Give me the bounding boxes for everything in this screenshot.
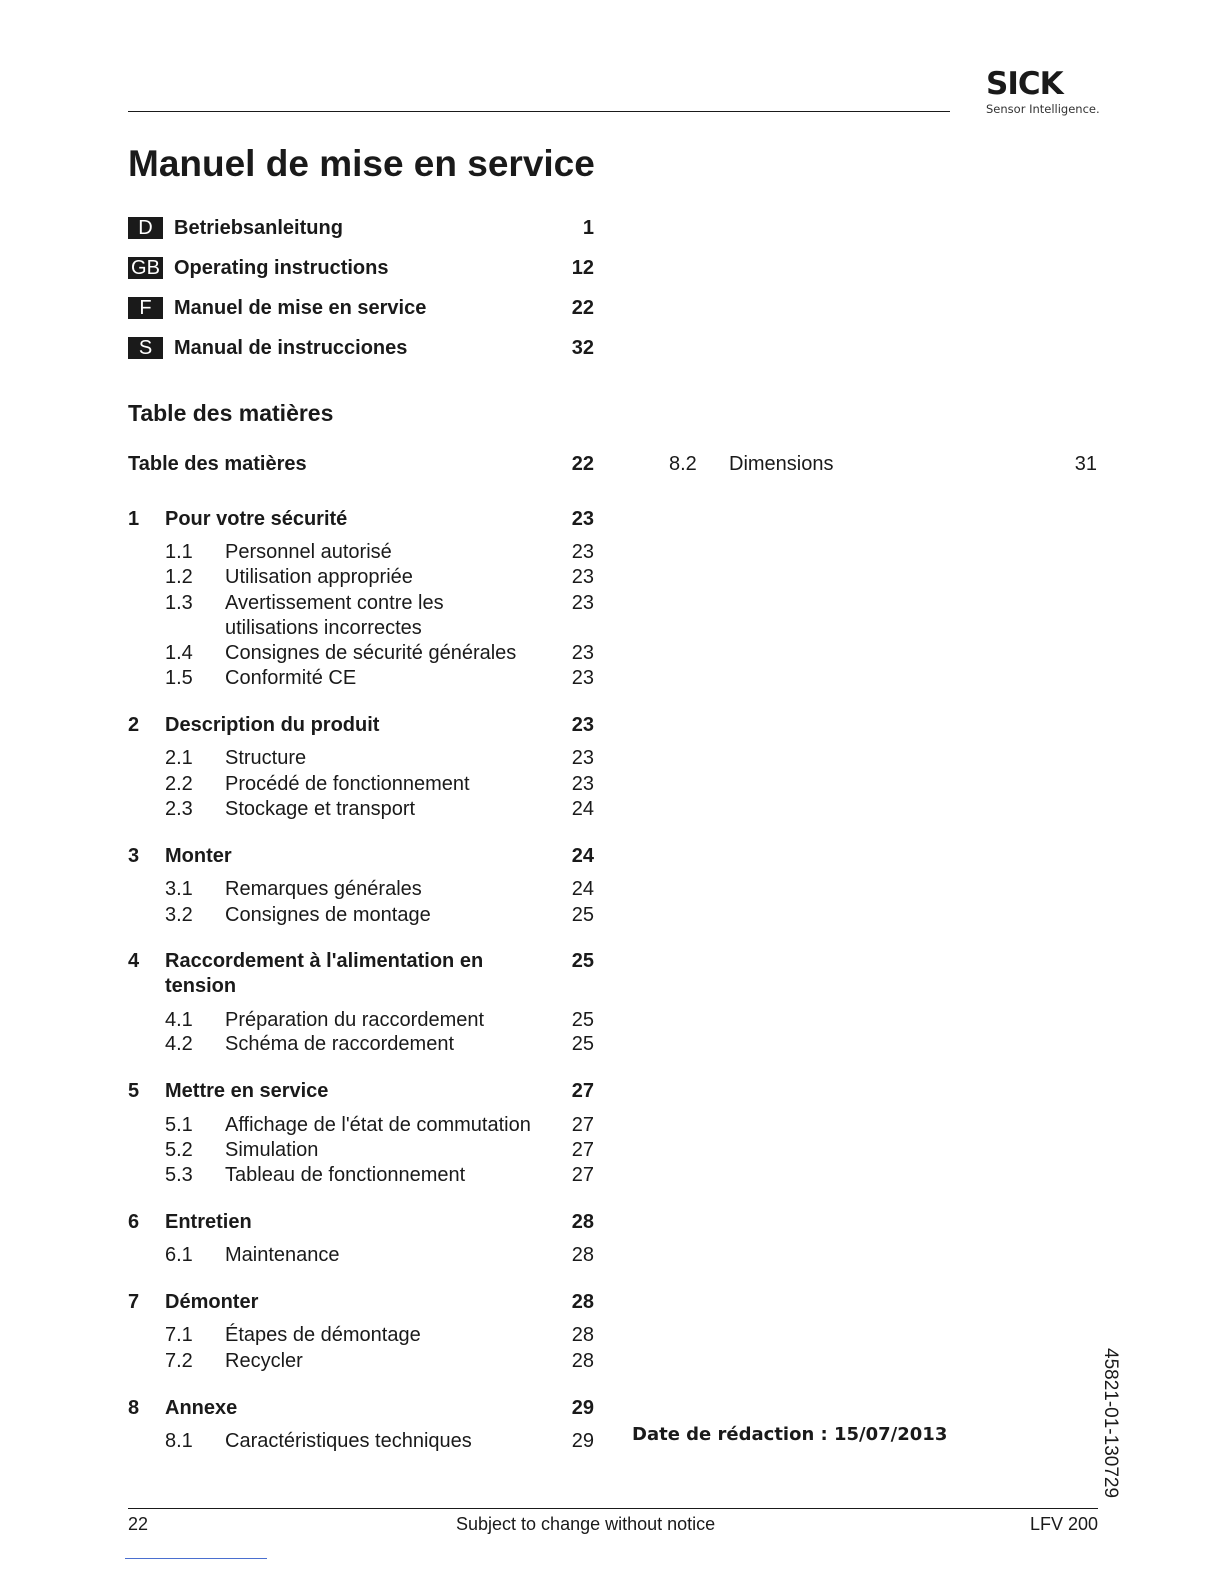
section-page: 31 — [1074, 453, 1097, 475]
toc-entry-page: 22 — [571, 453, 594, 475]
section-page: 23 — [571, 566, 594, 588]
language-code-badge: S — [128, 337, 163, 359]
chapter-page: 27 — [571, 1080, 594, 1102]
section-page: 25 — [571, 1033, 594, 1055]
chapter-page: 24 — [571, 845, 594, 867]
language-page: 32 — [571, 337, 594, 359]
section-number: 1.4 — [165, 642, 193, 664]
section-number: 1.2 — [165, 566, 193, 588]
section-page: 25 — [571, 1009, 594, 1031]
sick-logo — [986, 68, 1106, 116]
chapter-page: 23 — [571, 508, 594, 530]
chapter-number: 6 — [128, 1211, 140, 1233]
section-title: Utilisation appropriée — [225, 566, 413, 588]
section-number: 2.2 — [165, 773, 193, 795]
chapter-title: Mettre en service — [165, 1080, 329, 1102]
brand-name: SICK — [986, 66, 1063, 102]
footer-page-number: 22 — [128, 1514, 149, 1534]
section-title: Tableau de fonctionnement — [225, 1164, 466, 1186]
section-number: 3.2 — [165, 904, 193, 926]
language-page: 12 — [571, 257, 594, 279]
language-label: Manual de instrucciones — [174, 337, 408, 359]
section-number: 3.1 — [165, 878, 193, 900]
section-title: Stockage et transport — [225, 798, 416, 820]
section-title: Préparation du raccordement — [225, 1009, 485, 1031]
chapter-number: 3 — [128, 845, 140, 867]
section-title: Maintenance — [225, 1244, 340, 1266]
section-page: 23 — [571, 592, 594, 614]
section-page: 23 — [571, 667, 594, 689]
page-title: Manuel de mise en service — [128, 143, 595, 184]
language-item-gb[interactable] — [128, 254, 598, 282]
brand-tagline: Sensor Intelligence. — [986, 102, 1100, 116]
language-page: 22 — [571, 297, 594, 319]
section-title: Procédé de fonctionnement — [225, 773, 470, 795]
chapter-number: 5 — [128, 1080, 140, 1102]
section-number: 1.5 — [165, 667, 193, 689]
chapter-number: 1 — [128, 508, 140, 530]
section-number: 5.3 — [165, 1164, 193, 1186]
language-item-s[interactable] — [128, 334, 598, 362]
chapter-title: Démonter — [165, 1291, 259, 1313]
section-title: Étapes de démontage — [225, 1324, 421, 1346]
section-title: Caractéristiques techniques — [225, 1430, 472, 1452]
chapter-number: 2 — [128, 714, 140, 736]
chapter-page: 25 — [571, 950, 594, 972]
chapter-number: 7 — [128, 1291, 140, 1313]
section-page: 23 — [571, 773, 594, 795]
section-number: 8.1 — [165, 1430, 193, 1452]
section-page: 25 — [571, 904, 594, 926]
section-number: 7.2 — [165, 1350, 193, 1372]
section-title: Schéma de raccordement — [225, 1033, 455, 1055]
header-rule — [128, 111, 950, 112]
language-label: Manuel de mise en service — [174, 297, 427, 319]
section-title: Structure — [225, 747, 307, 769]
chapter-page: 29 — [571, 1397, 594, 1419]
footer-rule — [128, 1508, 1098, 1509]
section-number: 1.1 — [165, 541, 193, 563]
section-page: 27 — [571, 1164, 594, 1186]
section-page: 27 — [571, 1114, 594, 1136]
section-title: Consignes de sécurité générales — [225, 642, 517, 664]
chapter-page: 23 — [571, 714, 594, 736]
section-number: 4.2 — [165, 1033, 193, 1055]
section-title: Conformité CE — [225, 667, 357, 689]
section-number: 1.3 — [165, 592, 193, 614]
chapter-title: Annexe — [165, 1397, 238, 1419]
section-number: 2.3 — [165, 798, 193, 820]
chapter-number: 8 — [128, 1397, 140, 1419]
section-page: 28 — [571, 1350, 594, 1372]
link-underline — [125, 1558, 267, 1559]
section-page: 28 — [571, 1324, 594, 1346]
section-number: 2.1 — [165, 747, 193, 769]
language-code-badge: F — [128, 297, 163, 319]
chapter-title: Pour votre sécurité — [165, 508, 348, 530]
toc-heading: Table des matières — [128, 400, 334, 426]
chapter-title: Raccordement à l'alimentation en tension — [165, 950, 484, 997]
section-title: Consignes de montage — [225, 904, 431, 926]
toc-entry-title: Table des matières — [128, 453, 307, 475]
section-number: 7.1 — [165, 1324, 193, 1346]
footer-product: LFV 200 — [1029, 1514, 1098, 1534]
section-title: Remarques générales — [225, 878, 422, 900]
section-page: 28 — [571, 1244, 594, 1266]
section-title: Dimensions — [729, 453, 834, 475]
language-code-badge: D — [128, 217, 163, 239]
language-label: Operating instructions — [174, 257, 389, 279]
chapter-title: Description du produit — [165, 714, 380, 736]
section-number: 5.1 — [165, 1114, 193, 1136]
language-code-badge: GB — [128, 257, 163, 279]
section-number: 6.1 — [165, 1244, 193, 1266]
section-title: Personnel autorisé — [225, 541, 392, 563]
chapter-number: 4 — [128, 950, 140, 972]
section-page: 29 — [571, 1430, 594, 1452]
document-number: 45821-01-130729 — [1100, 1348, 1121, 1499]
section-title: Avertissement contre les utilisations incorrectes — [225, 592, 444, 639]
language-item-d[interactable] — [128, 214, 598, 242]
section-title: Recycler — [225, 1350, 303, 1372]
language-item-f[interactable] — [128, 294, 598, 322]
section-page: 24 — [571, 878, 594, 900]
section-title: Simulation — [225, 1139, 319, 1161]
section-number: 5.2 — [165, 1139, 193, 1161]
section-number: 8.2 — [669, 453, 697, 475]
section-page: 24 — [571, 798, 594, 820]
footer-notice: Subject to change without notice — [456, 1514, 716, 1534]
chapter-page: 28 — [571, 1211, 594, 1233]
chapter-title: Entretien — [165, 1211, 252, 1233]
section-number: 4.1 — [165, 1009, 193, 1031]
section-title: Affichage de l'état de commutation — [225, 1114, 531, 1136]
section-page: 23 — [571, 642, 594, 664]
chapter-title: Monter — [165, 845, 232, 867]
section-page: 27 — [571, 1139, 594, 1161]
edition-date: Date de rédaction : 15/07/2013 — [632, 1424, 948, 1445]
language-page: 1 — [582, 217, 594, 239]
chapter-page: 28 — [571, 1291, 594, 1313]
language-label: Betriebsanleitung — [174, 217, 343, 239]
section-page: 23 — [571, 541, 594, 563]
section-page: 23 — [571, 747, 594, 769]
